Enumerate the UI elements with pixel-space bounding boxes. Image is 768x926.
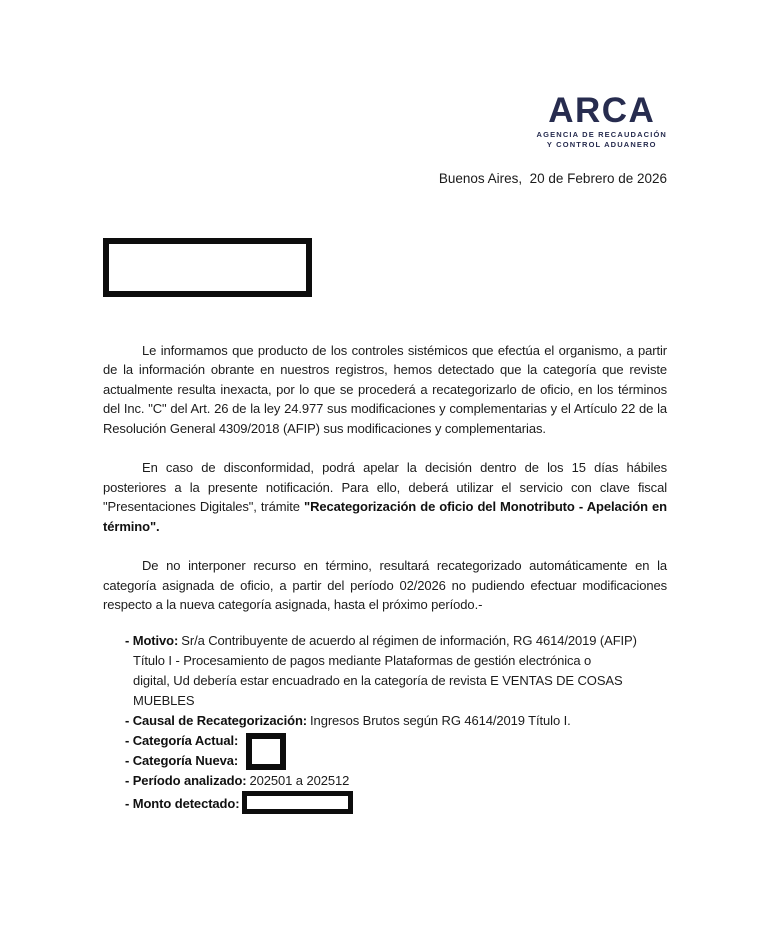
categoria-nueva-label: - Categoría Nueva: xyxy=(125,752,239,768)
monto-redaction-box xyxy=(242,791,353,814)
causal-value: Ingresos Brutos según RG 4614/2019 Título I. xyxy=(310,712,571,728)
motivo-value-line3: digital, Ud debería estar encuadrado en la categoría de revista E VENTAS DE COSAS xyxy=(133,672,623,688)
periodo-value: 202501 a 202512 xyxy=(249,772,350,788)
category-redaction-box xyxy=(246,733,286,770)
causal-label: - Causal de Recategorización: xyxy=(125,712,308,728)
detail-item-categoria-nueva xyxy=(125,751,665,771)
arca-logo-tagline-line2: Y CONTROL ADUANERO xyxy=(546,139,657,149)
date-line: Buenos Aires, 20 de Febrero de 2026 xyxy=(438,170,667,186)
details-list xyxy=(125,631,665,814)
detail-item-categoria-actual xyxy=(125,731,665,751)
arca-logo-wordmark: ARCA xyxy=(548,91,656,130)
detail-item-motivo xyxy=(125,631,665,651)
arca-logo-tagline xyxy=(537,130,667,149)
paragraph-2-bold-text: "Recategorización de oficio del Monotributo - Apelación en término". xyxy=(103,499,667,534)
letter-header xyxy=(103,91,667,152)
detail-item-monto xyxy=(125,791,665,814)
detail-item-periodo xyxy=(125,771,665,791)
motivo-value-line2: Título I - Procesamiento de pagos mediante Plataformas de gestión electrónica o xyxy=(133,652,592,668)
detail-item-categories xyxy=(125,731,665,771)
body-paragraph-3: De no interponer recurso en término, resultará recategorizado automáticamente en la categoría asignada de oficio, a partir del período 02/2026 no pudiendo efectuar modificaciones respecto a la nueva categoría asignada, hasta el próximo período.- xyxy=(103,558,667,612)
body-paragraph-2 xyxy=(103,458,667,536)
arca-logo xyxy=(536,91,667,149)
monto-label: - Monto detectado: xyxy=(125,795,240,811)
arca-logo-tagline-line1: AGENCIA DE RECAUDACIÓN xyxy=(536,130,667,139)
body-paragraph-1: Le informamos que producto de los controles sistémicos que efectúa el organismo, a partir de la información obrante en nuestros registros, hemos detectado que la categoría que reviste actualmente resulta inexacta, por lo que se procederá a recategorizarlo de oficio, en los términos del Inc. "C" del Art. 26 de la ley 24.977 sus modificaciones y complementarias y el Artículo 22 de la Resolución General 4309/2018 (AFIP) sus modificaciones y complementarias. xyxy=(103,342,667,436)
motivo-value-line4: MUEBLES xyxy=(133,692,195,708)
motivo-value-line1: Sr/a Contribuyente de acuerdo al régimen de información, RG 4614/2019 (AFIP) xyxy=(181,632,637,648)
letter-content xyxy=(103,0,667,814)
detail-item-causal xyxy=(125,711,665,731)
categoria-actual-label: - Categoría Actual: xyxy=(125,732,239,748)
motivo-label: - Motivo: xyxy=(125,632,179,648)
recipient-redaction-box xyxy=(103,238,312,297)
paragraph-2-normal-text: En caso de disconformidad, podrá apelar la decisión dentro de los 15 días hábiles posteriores a la presente notificación. Para ello, deberá utilizar el servicio con clave fiscal "Presentaciones Digitales", trámite xyxy=(103,460,667,514)
periodo-label: - Período analizado: xyxy=(125,772,247,788)
